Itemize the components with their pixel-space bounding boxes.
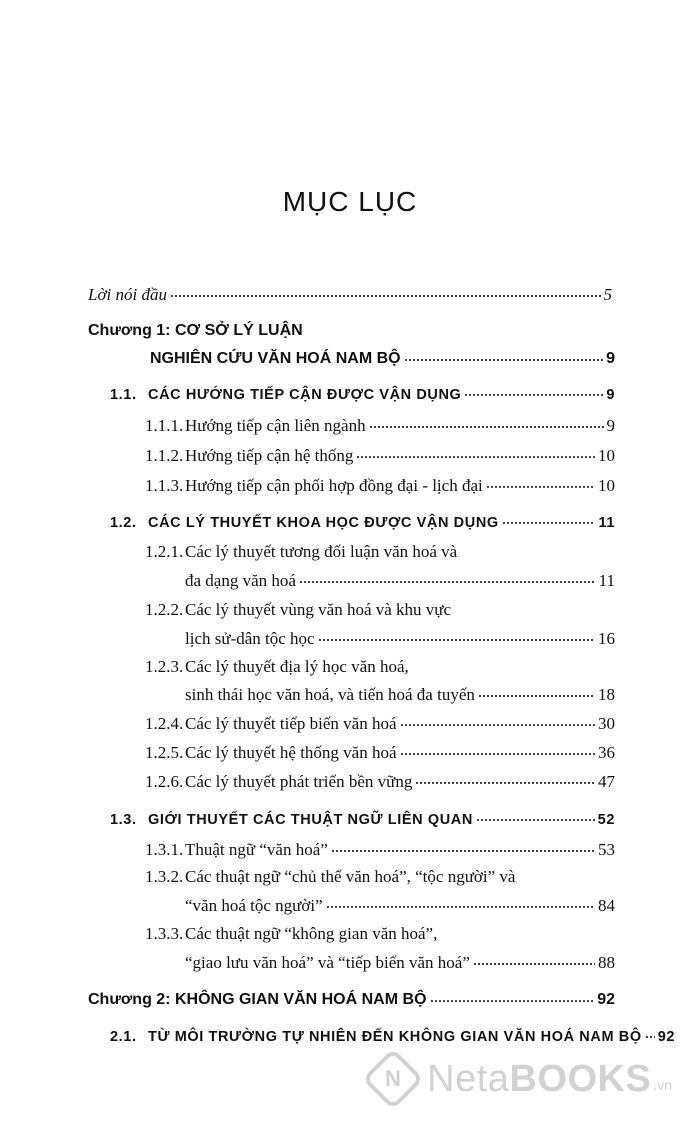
toc-entry-text: Hướng tiếp cận liên ngành <box>185 416 366 435</box>
toc-page-number: 88 <box>598 953 615 972</box>
toc-subsection-1-2-1[interactable] <box>185 569 615 591</box>
toc-subsection-1-3-1[interactable] <box>145 838 615 860</box>
netabooks-watermark <box>371 1057 672 1101</box>
dot-leader <box>415 771 595 788</box>
toc-entry-number: 1.2.6. <box>145 772 184 791</box>
toc-subsection-1-2-3-line1[interactable] <box>145 657 409 677</box>
toc-entry-text: NGHIÊN CỨU VĂN HOÁ NAM BỘ <box>150 350 401 367</box>
dot-leader <box>473 952 595 969</box>
toc-entry-text: lịch sử-dân tộc học <box>185 629 315 648</box>
toc-entry-number: 2.1. <box>110 1028 137 1045</box>
toc-entry-number: 1.2.5. <box>145 743 184 762</box>
toc-page-number: 11 <box>598 571 615 590</box>
toc-page-number: 36 <box>598 743 615 762</box>
toc-section-1-1[interactable] <box>110 384 615 403</box>
toc-subsection-1-3-3-line1[interactable] <box>145 924 437 944</box>
toc-entry-text: Các lý thuyết tiếp biến văn hoá <box>185 714 397 733</box>
toc-entry-text: đa dạng văn hoá <box>185 571 296 590</box>
dot-leader <box>318 628 595 645</box>
toc-entry-text: Chương 2: KHÔNG GIAN VĂN HOÁ NAM BỘ <box>88 991 427 1008</box>
toc-entry-text: Hướng tiếp cận phối hợp đồng đại - lịch đại <box>185 476 483 495</box>
toc-subsection-1-1-2[interactable] <box>145 444 615 466</box>
toc-entry-text: sinh thái học văn hoá, và tiến hoá đa tuyến <box>185 685 475 704</box>
toc-entry-text: CÁC HƯỚNG TIẾP CẬN ĐƯỢC VẬN DỤNG <box>148 386 462 403</box>
dot-leader <box>369 415 604 432</box>
toc-entry-text: Các thuật ngữ “không gian văn hoá”, <box>185 924 438 943</box>
toc-entry-number: 1.2.3. <box>145 657 184 676</box>
toc-entry-number: 1.1.3. <box>145 476 184 495</box>
toc-page-number: 10 <box>598 476 615 495</box>
dot-leader <box>476 810 595 825</box>
toc-chapter-1-line1[interactable]: Chương 1: CƠ SỞ LÝ LUẬN <box>88 322 303 339</box>
toc-subsection-1-2-2-line1[interactable] <box>145 600 451 620</box>
toc-entry-number: 1.3.3. <box>145 924 184 943</box>
dot-leader <box>170 284 601 301</box>
dot-leader <box>478 684 595 701</box>
toc-page-number: 9 <box>606 416 615 435</box>
toc-subsection-1-2-5[interactable] <box>145 741 615 763</box>
toc-entry-number: 1.2.1. <box>145 542 184 561</box>
dot-leader <box>404 348 603 364</box>
toc-section-2-1[interactable] <box>110 1026 676 1045</box>
toc-subsection-1-2-1-line1[interactable] <box>145 542 457 562</box>
toc-chapter-2[interactable] <box>88 988 615 1009</box>
toc-entry-text: GIỚI THUYẾT CÁC THUẬT NGỮ LIÊN QUAN <box>148 811 473 828</box>
toc-entry-text: CÁC LÝ THUYẾT KHOA HỌC ĐƯỢC VẬN DỤNG <box>148 514 499 531</box>
watermark-brand: NetaBOOKS <box>427 1057 652 1100</box>
toc-page-number: 52 <box>597 811 615 828</box>
toc-entry-text: Các lý thuyết phát triển bền vững <box>185 772 413 791</box>
dot-leader <box>400 742 595 759</box>
toc-entry-text: Các lý thuyết vùng văn hoá và khu vực <box>185 600 452 619</box>
dot-leader <box>464 385 603 400</box>
toc-chapter-1[interactable] <box>150 347 615 368</box>
toc-entry-text: Lời nói đầu <box>88 285 167 304</box>
netabooks-logo-icon: N <box>362 1048 424 1110</box>
dot-leader <box>331 839 595 856</box>
page-title: MỤC LỤC <box>282 186 418 217</box>
toc-subsection-1-1-1[interactable] <box>145 414 615 436</box>
toc-entry-text: “văn hoá tộc người” <box>185 896 323 915</box>
toc-page-number: 92 <box>657 1028 676 1045</box>
toc-entry-preface[interactable] <box>88 283 612 305</box>
toc-subsection-1-3-2[interactable] <box>185 894 615 916</box>
toc-page-number: 9 <box>606 386 615 403</box>
dot-leader <box>430 989 595 1005</box>
dot-leader <box>356 445 595 462</box>
dot-leader <box>645 1027 655 1042</box>
toc-entry-number: 1.2.2. <box>145 600 184 619</box>
dot-leader <box>326 895 595 912</box>
toc-subsection-1-1-3[interactable] <box>145 474 615 496</box>
toc-entry-number: 1.1. <box>110 386 137 403</box>
toc-entry-number: 1.3.1. <box>145 840 184 859</box>
toc-entry-number: 1.3. <box>110 811 137 828</box>
toc-entry-text: Các lý thuyết địa lý học văn hoá, <box>185 657 409 676</box>
toc-entry-text: Các lý thuyết tương đối luận văn hoá và <box>185 542 458 561</box>
toc-page-number: 84 <box>598 896 615 915</box>
toc-entry-text: Thuật ngữ “văn hoá” <box>185 840 328 859</box>
toc-page-number: 30 <box>598 714 615 733</box>
dot-leader <box>400 713 596 730</box>
toc-section-1-3[interactable] <box>110 809 615 828</box>
toc-entry-text: TỪ MÔI TRƯỜNG TỰ NHIÊN ĐẾN KHÔNG GIAN VĂN HOÁ NAM BỘ <box>148 1028 642 1045</box>
toc-page-number: 5 <box>603 285 612 304</box>
toc-entry-text: Các thuật ngữ “chủ thể văn hoá”, “tộc người” và <box>185 867 516 886</box>
toc-page-number: 18 <box>598 685 615 704</box>
toc-page-number: 10 <box>598 446 615 465</box>
toc-subsection-1-2-6[interactable] <box>145 770 615 792</box>
toc-section-1-2[interactable] <box>110 512 615 531</box>
toc-page-number: 11 <box>598 514 615 531</box>
toc-entry-text: “giao lưu văn hoá” và “tiếp biến văn hoá” <box>185 953 470 972</box>
toc-entry-number: 1.3.2. <box>145 867 184 886</box>
toc-entry-text: Hướng tiếp cận hệ thống <box>185 446 354 465</box>
toc-page-number: 53 <box>598 840 615 859</box>
toc-subsection-1-2-4[interactable] <box>145 712 615 734</box>
toc-subsection-1-3-3[interactable] <box>185 951 615 973</box>
toc-entry-number: 1.1.2. <box>145 446 184 465</box>
toc-entry-number: 1.2.4. <box>145 714 184 733</box>
dot-leader <box>502 513 596 528</box>
toc-entry-text: Các lý thuyết hệ thống văn hoá <box>185 743 397 762</box>
toc-subsection-1-2-2[interactable] <box>185 627 615 649</box>
toc-page-number: 16 <box>598 629 615 648</box>
toc-page-number: 92 <box>597 991 615 1008</box>
dot-leader <box>486 475 595 492</box>
toc-page-number: 47 <box>598 772 615 791</box>
dot-leader <box>299 570 596 587</box>
toc-entry-number: 1.2. <box>110 514 137 531</box>
toc-subsection-1-2-3[interactable] <box>185 683 615 705</box>
toc-subsection-1-3-2-line1[interactable] <box>145 867 515 887</box>
toc-page-number: 9 <box>606 350 615 367</box>
toc-entry-number: 1.1.1. <box>145 416 184 435</box>
watermark-suffix: .vn <box>653 1077 672 1093</box>
